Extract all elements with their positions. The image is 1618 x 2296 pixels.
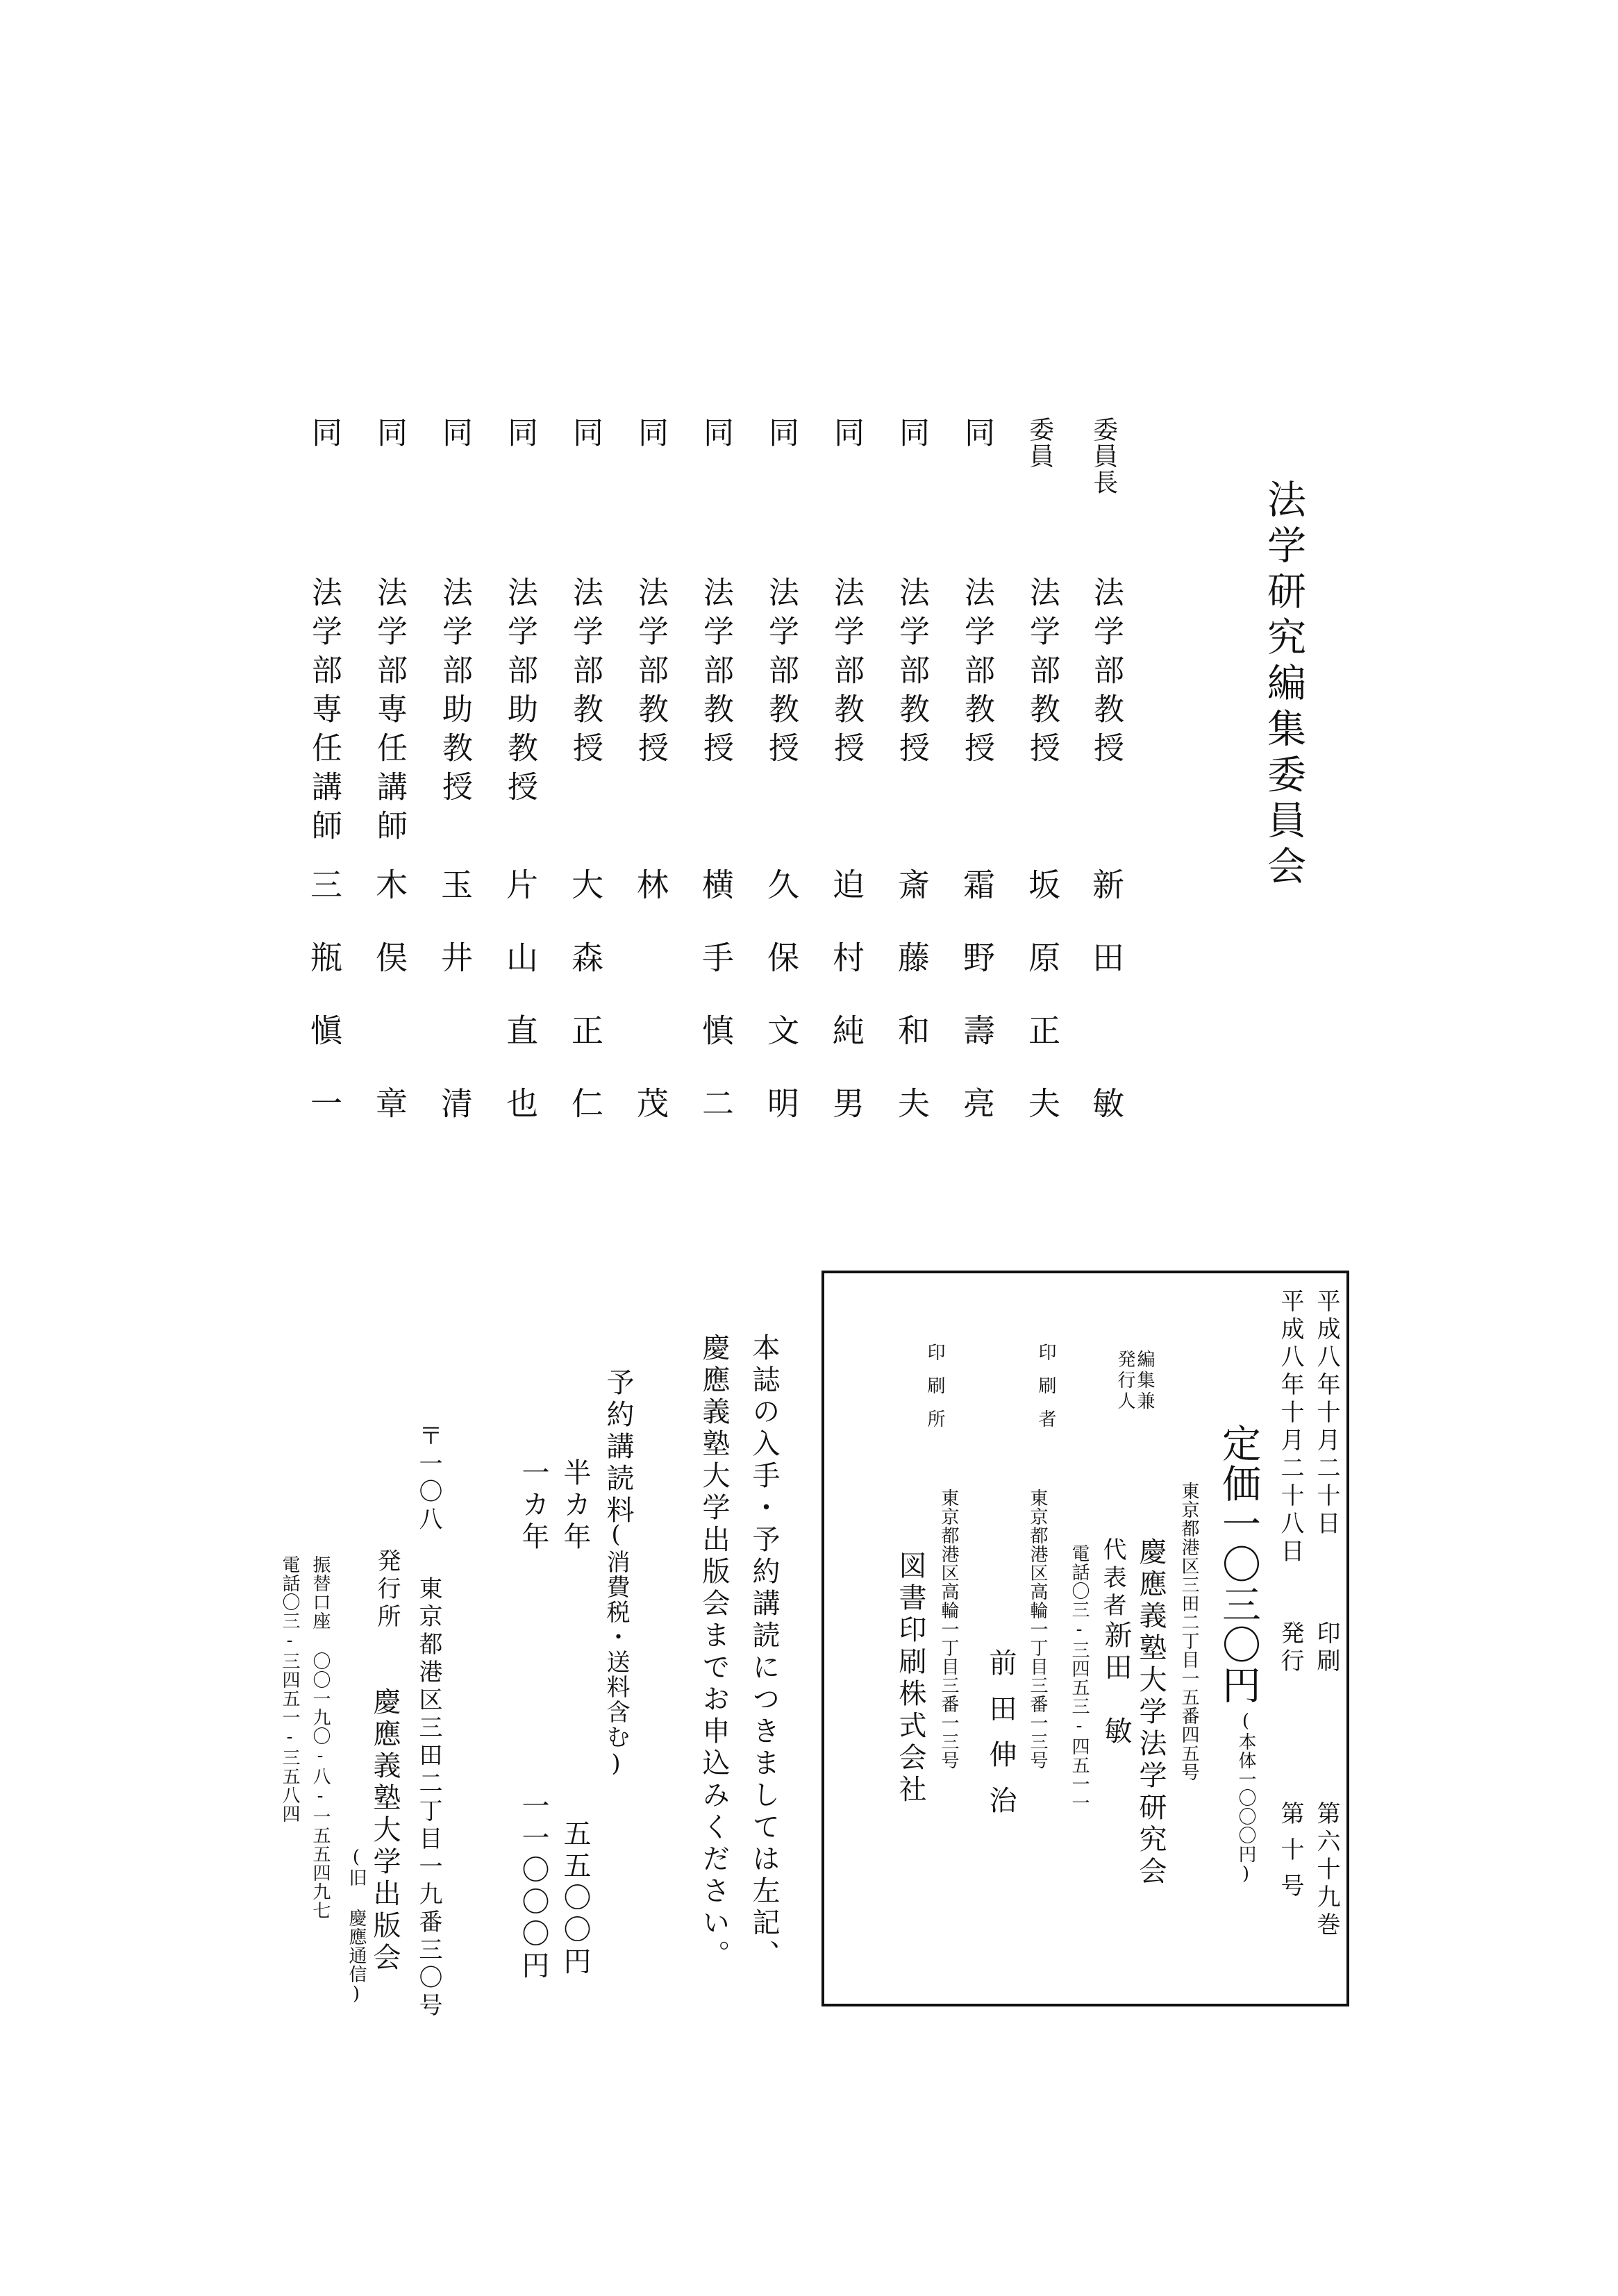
member-name-char: 也 [501, 1087, 539, 1118]
editor-label-bottom: 発行人 [1115, 1350, 1135, 1412]
member-name-char: 夫 [1024, 1087, 1061, 1118]
member-name-char: 藤 [893, 941, 931, 973]
member-name-char: 井 [436, 941, 474, 973]
member-name-char: 和 [893, 1014, 931, 1046]
subscription-heading-note: (消費税・送料含む) [602, 1520, 630, 1779]
publisher-address: 東京都港区三田二丁目一九番三〇号 [415, 1576, 442, 2020]
member-name-char: 三 [306, 868, 343, 900]
printed-label: 印刷 [1312, 1620, 1340, 1676]
member-name-char: 片 [501, 868, 539, 900]
member-name-char: 野 [958, 941, 996, 973]
printer-address: 東京都港区高輪一丁目三番一三号 [1027, 1489, 1048, 1770]
subscription-heading: 予約講読料 [602, 1368, 634, 1527]
member-name-char: 手 [697, 941, 735, 973]
print-office-name: 図書印刷株式会社 [894, 1551, 926, 1807]
print-office-address: 東京都港区高輪一丁目三番一三号 [938, 1489, 959, 1770]
printer-name: 前田伸治 [985, 1648, 1017, 1832]
member-name-char: 保 [762, 941, 800, 973]
member-position: 法学部教授 [894, 576, 929, 771]
member-name-char: 久 [762, 868, 800, 900]
publisher-account: 振替口座 〇〇一九〇-八-一五五四九七 [310, 1555, 331, 1920]
member-role: 同 [894, 417, 929, 454]
editor-label-top: 編集兼 [1134, 1350, 1155, 1412]
one-year-price: 一一〇〇〇円 [517, 1791, 549, 1983]
member-position: 法学部教授 [633, 576, 668, 771]
member-role: 同 [763, 417, 799, 454]
member-role: 同 [567, 417, 603, 454]
publisher-label: 発行所 [373, 1548, 401, 1632]
committee-title: 法学研究編集委員会 [1261, 479, 1306, 891]
editor-org: 慶應義塾大学法学研究会 [1135, 1537, 1167, 1888]
half-year-price: 五五〇〇円 [559, 1819, 591, 1979]
member-name-char: 亮 [958, 1087, 996, 1118]
published-label: 発行 [1276, 1620, 1304, 1676]
member-role: 同 [698, 417, 733, 454]
member-name-char: 男 [828, 1087, 865, 1118]
member-name-char: 森 [567, 941, 604, 973]
member-position: 法学部教授 [698, 576, 733, 771]
member-name-char: 清 [436, 1087, 474, 1118]
price: 定価一〇三〇円 [1216, 1423, 1261, 1705]
member-name-char: 木 [371, 868, 408, 900]
editor-address: 東京都港区三田二丁目一五番四五号 [1178, 1482, 1199, 1782]
volume-number: 第六十九巻 [1312, 1801, 1340, 1940]
publisher-phone: 電話〇三-三四五一-三五八四 [279, 1555, 300, 1823]
member-name-char: 斎 [893, 868, 931, 900]
one-year-label: 一カ年 [517, 1458, 549, 1554]
member-position: 法学部教授 [828, 576, 864, 771]
member-name-char: 茂 [632, 1087, 669, 1118]
member-name-char: 慎 [697, 1014, 735, 1046]
member-name-char: 山 [501, 941, 539, 973]
member-name-char: 正 [1024, 1014, 1061, 1046]
member-name-char: 二 [697, 1087, 735, 1118]
member-name-char: 明 [762, 1087, 800, 1118]
member-position: 法学部専任講師 [372, 576, 407, 848]
member-name-char: 坂 [1024, 868, 1061, 900]
member-position: 法学部教授 [567, 576, 603, 771]
member-name-char: 正 [567, 1014, 604, 1046]
member-role: 委員長 [1089, 417, 1118, 496]
member-name-char: 新 [1087, 868, 1125, 900]
print-office-label: 印刷所 [924, 1343, 945, 1443]
published-date: 平成八年十月二十八日 [1276, 1289, 1304, 1566]
member-role: 同 [372, 417, 407, 454]
member-name-char: 原 [1024, 941, 1061, 973]
member-name-char: 壽 [958, 1014, 996, 1046]
member-name-char: 霜 [958, 868, 996, 900]
member-role: 委員 [1025, 417, 1054, 469]
half-year-label: 半カ年 [559, 1458, 591, 1554]
colophon-box [821, 1271, 1349, 2006]
issue-number: 第十号 [1276, 1801, 1304, 1909]
member-name-char: 夫 [893, 1087, 931, 1118]
member-role: 同 [828, 417, 864, 454]
member-name-char: 敏 [1087, 1087, 1125, 1118]
member-name-char: 大 [567, 868, 604, 900]
member-name-char: 村 [828, 941, 865, 973]
member-name-char: 玉 [436, 868, 474, 900]
member-name-char: 俣 [371, 941, 408, 973]
editor-rep-name: 新田 敏 [1100, 1620, 1132, 1748]
member-position: 法学部教授 [1088, 576, 1124, 771]
member-position: 法学部教授 [959, 576, 994, 771]
member-name-char: 横 [697, 868, 735, 900]
member-name-char: 文 [762, 1014, 800, 1046]
printed-date: 平成八年十月二十日 [1312, 1289, 1340, 1539]
publisher-postal: 〒一〇八 [415, 1423, 442, 1534]
member-role: 同 [502, 417, 537, 454]
editor-phone: 電話〇三-三四五三-四五一一 [1069, 1544, 1090, 1812]
notice-line-2: 慶應義塾大学出版会までお申込みください。 [698, 1333, 730, 1972]
member-name-char: 瓶 [306, 941, 343, 973]
member-name-char: 純 [828, 1014, 865, 1046]
price-note: (本体一〇〇〇円) [1235, 1711, 1256, 1885]
editor-rep-label: 代表者 [1099, 1537, 1126, 1620]
member-name-char: 林 [632, 868, 669, 900]
publisher-former-name: (旧 慶應通信) [346, 1847, 367, 2005]
member-name-char: 迫 [828, 868, 865, 900]
member-position: 法学部助教授 [437, 576, 472, 810]
member-position: 法学部教授 [763, 576, 799, 771]
member-position: 法学部教授 [1024, 576, 1060, 771]
notice-line-1: 本誌の入手・予約講読につきましては左記、 [748, 1333, 780, 1972]
member-name-char: 愼 [306, 1014, 343, 1046]
member-name-char: 直 [501, 1014, 539, 1046]
printer-label: 印刷者 [1035, 1343, 1056, 1443]
member-role: 同 [959, 417, 994, 454]
member-name-char: 田 [1087, 941, 1125, 973]
member-position: 法学部専任講師 [306, 576, 342, 848]
member-role: 同 [633, 417, 668, 454]
member-name-char: 一 [306, 1087, 343, 1118]
member-position: 法学部助教授 [502, 576, 537, 810]
member-role: 同 [306, 417, 342, 454]
member-name-char: 章 [371, 1087, 408, 1118]
member-name-char: 仁 [567, 1087, 604, 1118]
member-role: 同 [437, 417, 472, 454]
publisher-name: 慶應義塾大学出版会 [369, 1687, 401, 1975]
